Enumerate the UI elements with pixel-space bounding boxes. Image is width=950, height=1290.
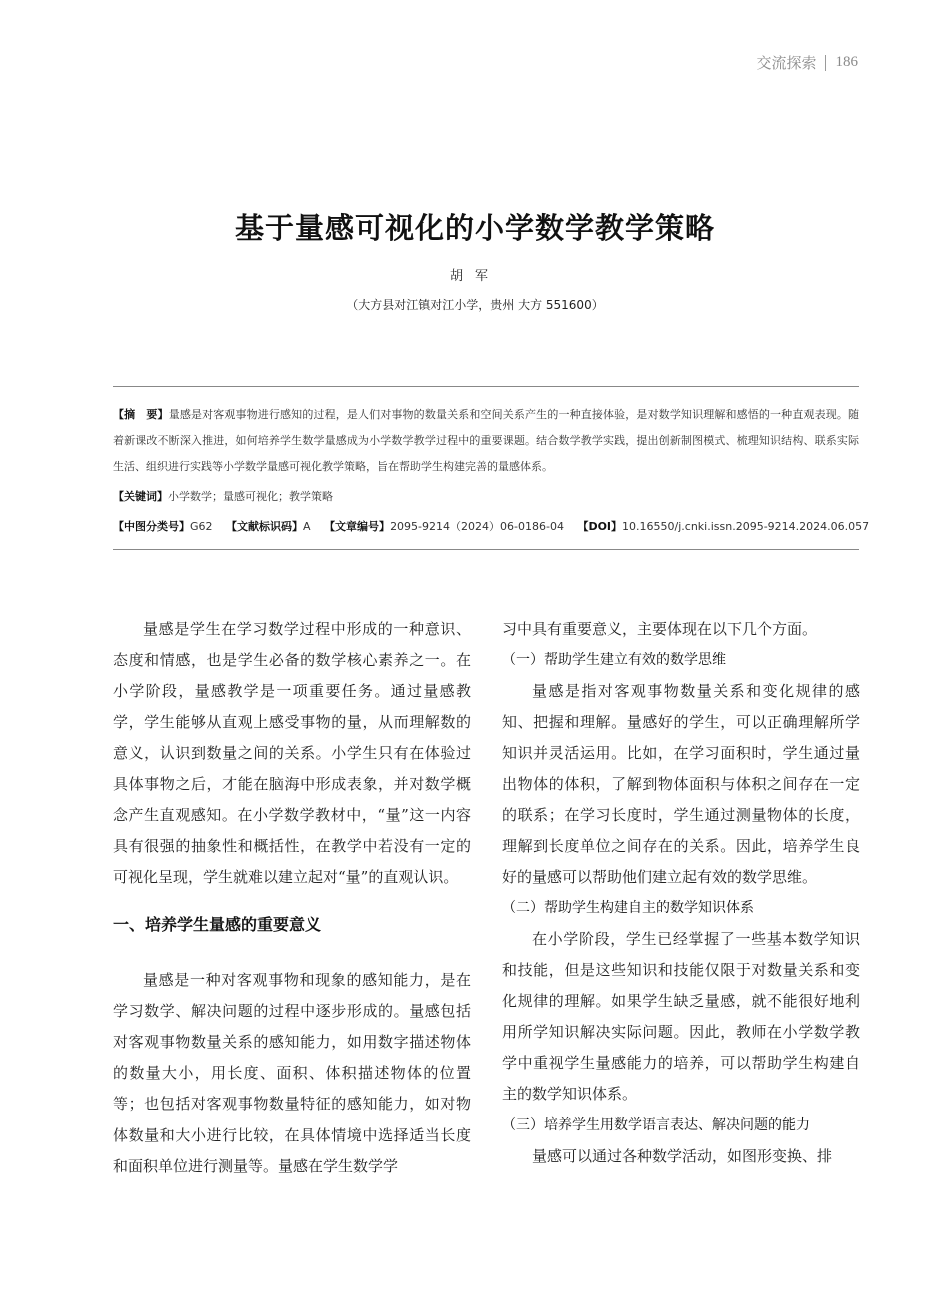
body-column-left	[113, 614, 471, 1182]
meta-clc	[113, 520, 213, 533]
meta-doi-value: 10.16550/j.cnki.issn.2095-9214.2024.06.057	[622, 520, 870, 533]
meta-doc-code-label: 【文献标识码】	[226, 520, 304, 533]
abstract-top-rule	[113, 386, 859, 387]
page-number: 186	[835, 54, 858, 70]
section-heading-1: 一、培养学生量感的重要意义	[113, 915, 322, 934]
section1-paragraph-continued: 习中具有重要意义，主要体现在以下几个方面。	[502, 620, 818, 638]
keywords-label: 【关键词】	[113, 490, 168, 503]
subsection1-paragraph: 量感是指对客观事物数量关系和变化规律的感知、把握和理解。量感好的学生，可以正确理解所学知识并灵活运用。比如，在学习面积时，学生通过量出物体的体积，了解到物体面积与体积之间存在一定的联系；在学习长度时，学生通过测量物体的长度，理解到长度单位之间存在的关系。因此，培养学生良好的量感可以帮助他们建立起有效的数学思维。	[502, 682, 860, 886]
abstract-bottom-rule	[113, 549, 859, 550]
article-title: 基于量感可视化的小学数学教学策略	[234, 211, 715, 245]
meta-article-no-value: 2095-9214（2024）06-0186-04	[390, 520, 564, 533]
subsection-heading-3: （三）培养学生用数学语言表达、解决问题的能力	[502, 1117, 810, 1133]
meta-doc-code-value: A	[303, 520, 311, 533]
meta-article-no	[324, 520, 564, 533]
meta-clc-label: 【中图分类号】	[113, 520, 190, 533]
intro-paragraph: 量感是学生在学习数学过程中形成的一种意识、态度和情感，也是学生必备的数学核心素养之一。在小学阶段，量感教学是一项重要任务。通过量感教学，学生能够从直观上感受事物的量，从而理解数的意义，认识到数量之间的关系。小学生只有在体验过具体事物之后，才能在脑海中形成表象，并对数学概念产生直观感知。在小学数学教材中，“量”这一内容具有很强的抽象性和概括性，在教学中若没有一定的可视化呈现，学生就难以建立起对“量”的直观认识。	[113, 620, 471, 886]
meta-doc-code	[226, 520, 311, 533]
abstract-text: 量感是对客观事物进行感知的过程，是人们对事物的数量关系和空间关系产生的一种直接体验，是对数学知识理解和感悟的一种直观表现。随着新课改不断深入推进，如何培养学生数学量感成为小学数学教学过程中的重要课题。结合数学教学实践，提出创新制图模式、梳理知识结构、联系实际生活、组织进行实践等小学数学量感可视化教学策略，旨在帮助学生构建完善的量感体系。	[113, 408, 860, 473]
subsection3-paragraph: 量感可以通过各种数学活动，如图形变换、排	[532, 1147, 833, 1165]
subsection-heading-1: （一）帮助学生建立有效的数学思维	[502, 652, 726, 668]
keywords-text: 小学数学；量感可视化；教学策略	[168, 490, 333, 503]
meta-doi	[577, 520, 869, 533]
abstract	[113, 402, 859, 480]
author-name: 胡军	[449, 269, 500, 284]
classification-meta	[113, 514, 870, 540]
author-affiliation: （大方县对江镇对江小学，贵州 大方 551600）	[346, 298, 604, 312]
meta-clc-value: G62	[190, 520, 213, 533]
subsection2-paragraph: 在小学阶段，学生已经掌握了一些基本数学知识和技能，但是这些知识和技能仅限于对数量关系和变化规律的理解。如果学生缺乏量感，就不能很好地利用所学知识解决实际问题。因此，教师在小学数学教学中重视学生量感能力的培养，可以帮助学生构建自主的数学知识体系。	[502, 930, 860, 1103]
abstract-label: 【摘 要】	[113, 408, 169, 421]
section1-paragraph: 量感是一种对客观事物和现象的感知能力，是在学习数学、解决问题的过程中逐步形成的。量感包括对客观事物数量关系的感知能力，如用数字描述物体的数量大小，用长度、面积、体积描述物体的位置等；也包括对客观事物数量特征的感知能力，如对物体数量和大小进行比较，在具体情境中选择适当长度和面积单位进行测量等。量感在学生数学学	[113, 971, 471, 1175]
meta-doi-label: 【DOI】	[577, 520, 623, 533]
keywords	[113, 484, 859, 510]
running-head-divider	[825, 55, 826, 71]
running-head-section: 交流探索	[756, 54, 817, 72]
running-head	[756, 52, 858, 73]
body-column-right	[502, 614, 860, 1172]
abstract-block	[113, 402, 870, 540]
meta-article-no-label: 【文章编号】	[324, 520, 391, 533]
subsection-heading-2: （二）帮助学生构建自主的数学知识体系	[502, 900, 754, 916]
